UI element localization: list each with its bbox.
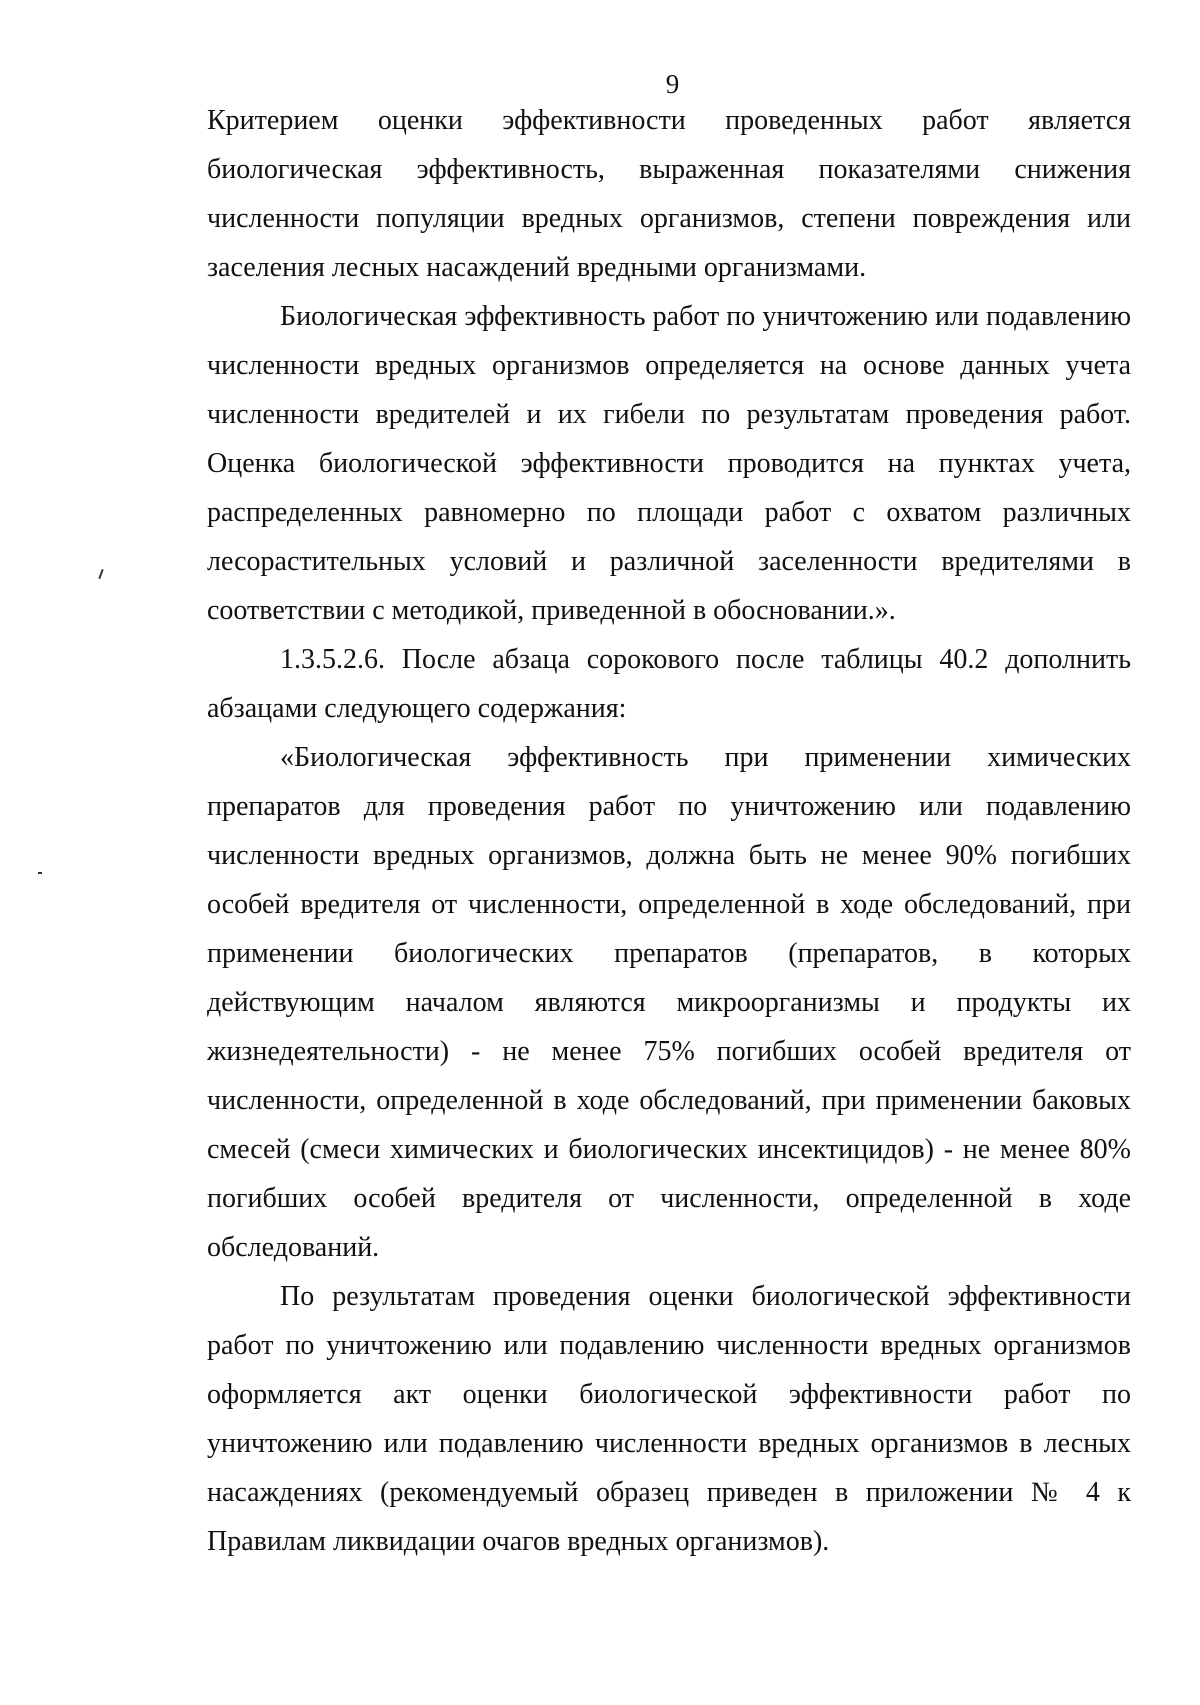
scan-artifact-dot <box>38 872 42 874</box>
paragraph-criterion: Критерием оценки эффективности проведенных работ является биологическая эффективность, выраженная показателями снижения численности популяции вредных организмов, степени повреждения или заселения лесных насаждений вредными организмами. <box>207 105 1131 283</box>
paragraph-bio-efficiency: Биологическая эффективность работ по уничтожению или подавлению численности вредных организмов определяется на основе данных учета численности вредителей и их гибели по результатам проведения работ. Оценка биологической эффективности проводится на пунктах учета, распределенных равномерно по площади работ с охватом различных лесорастительных условий и различной заселенности вредителями в соответствии с методикой, приведенной в обосновании.». <box>207 301 1131 626</box>
scan-artifact-mark <box>98 569 103 579</box>
document-body <box>207 96 1131 1566</box>
paragraph-assessment-act: По результатам проведения оценки биологической эффективности работ по уничтожению или подавлению численности вредных организмов оформляется акт оценки биологической эффективности работ по уничтожению или подавлению численности вредных организмов в лесных насаждениях (рекомендуемый образец приведен в приложении № 4 к Правилам ликвидации очагов вредных организмов). <box>207 1281 1131 1557</box>
paragraph-efficiency-thresholds: «Биологическая эффективность при применении химических препаратов для проведения работ по уничтожению или подавлению численности вредных организмов, должна быть не менее 90% погибших особей вредителя от численности, определенной в ходе обследований, при применении биологических препаратов (препаратов, в которых действующим началом являются микроорганизмы и продукты их жизнедеятельности) - не менее 75% погибших особей вредителя от численности, определенной в ходе обследований, при применении баковых смесей (смеси химических и биологических инсектицидов) - не менее 80% погибших особей вредителя от численности, определенной в ходе обследований. <box>207 742 1131 1263</box>
paragraph-amendment-clause: 1.3.5.2.6. После абзаца сорокового после таблицы 40.2 дополнить абзацами следующего содержания: <box>207 644 1131 724</box>
page-number: 9 <box>665 69 680 99</box>
